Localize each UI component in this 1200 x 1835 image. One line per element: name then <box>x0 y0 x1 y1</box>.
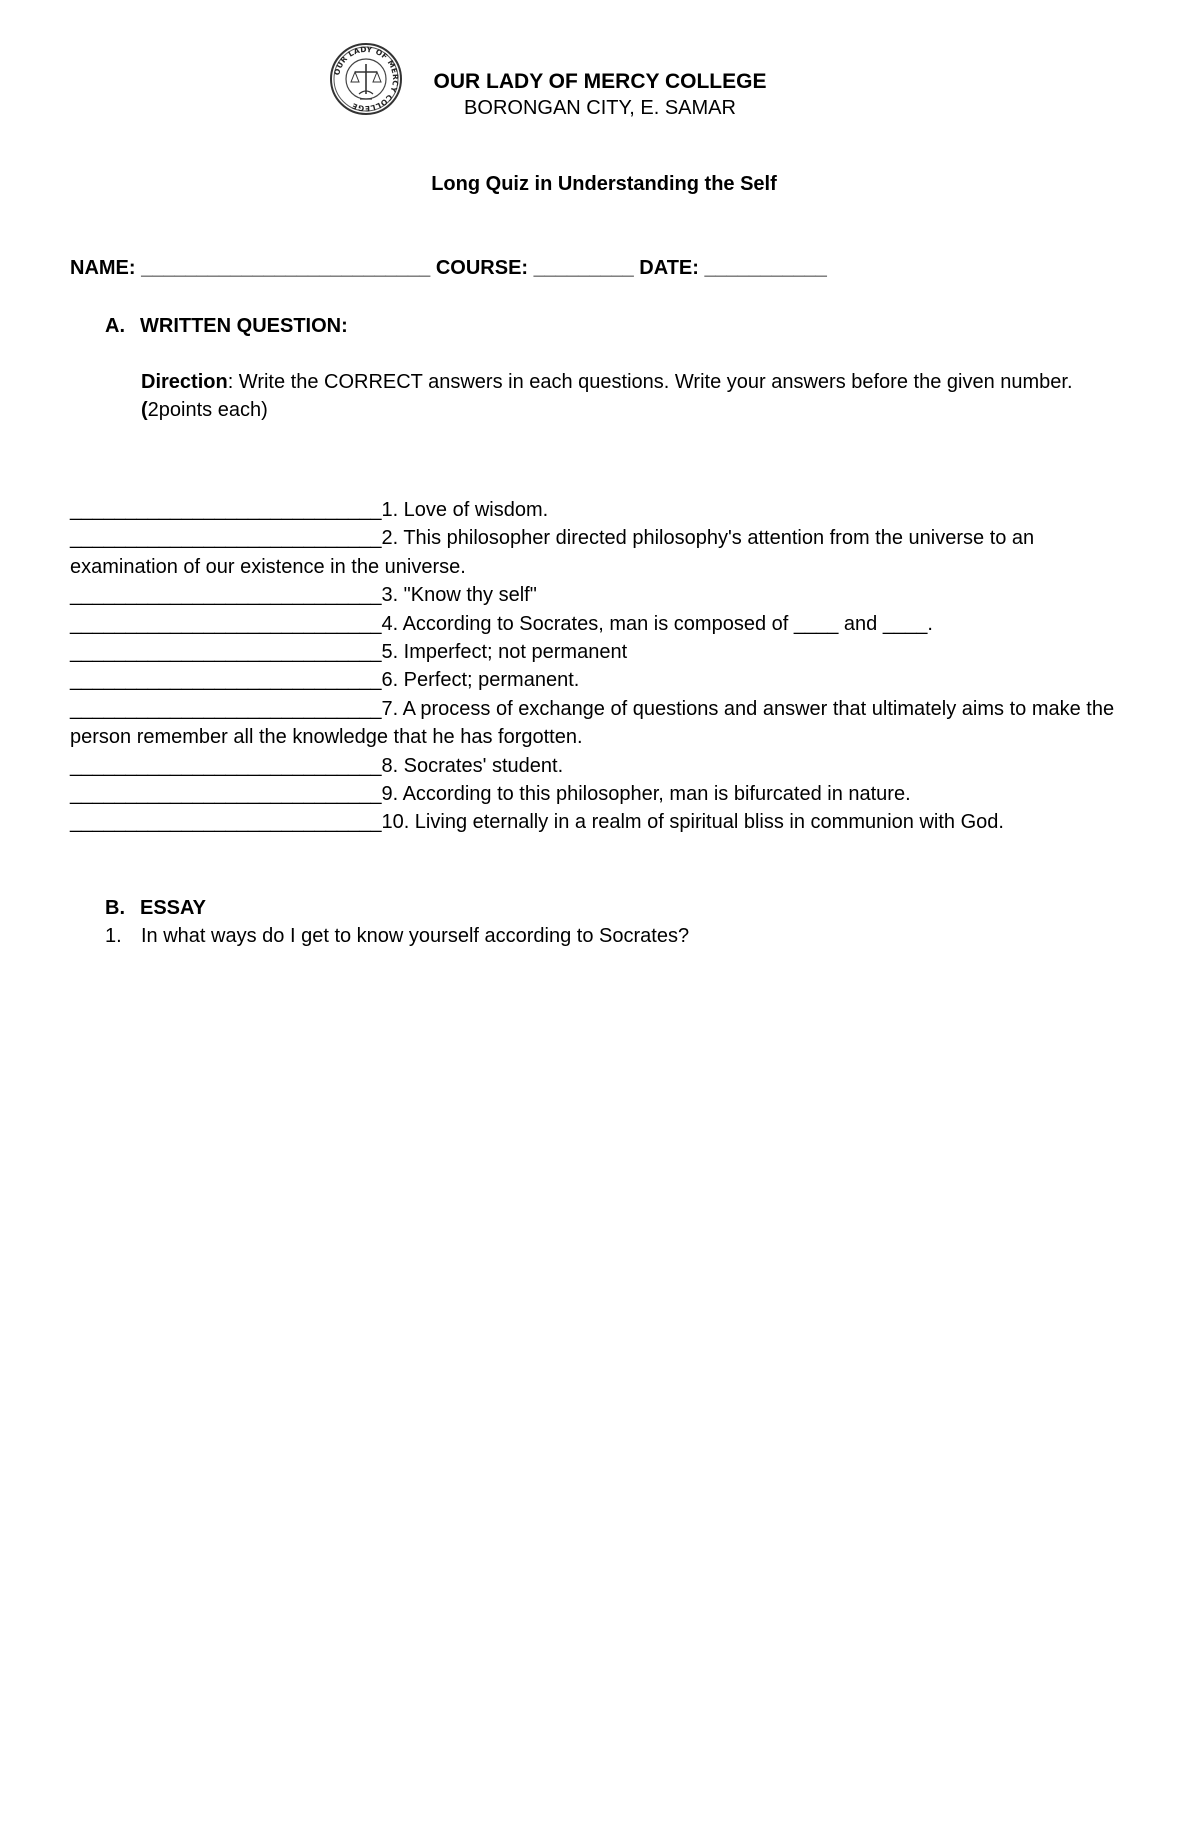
question-6: ____________________________6. Perfect; permanent. <box>70 669 580 692</box>
section-b-title: ESSAY <box>140 897 206 919</box>
seal-emblem-icon <box>329 42 403 116</box>
direction-text: : Write the CORRECT answers in each questions. Write your answers before the given number. <box>227 371 1073 393</box>
direction-points: 2points each) <box>147 399 268 421</box>
question-8: ____________________________8. Socrates' student. <box>70 754 564 777</box>
question-9: ____________________________9. According to this philosopher, man is bifurcated in nature. <box>70 783 911 806</box>
section-a-letter: A. <box>105 315 125 337</box>
question-2: ____________________________2. This philosopher directed philosophy's attention from the universe to an examination of our existence in the universe. <box>70 527 1035 578</box>
direction-paren: ( <box>141 399 148 421</box>
question-3: ____________________________3. "Know thy self" <box>70 584 537 607</box>
school-name: OUR LADY OF MERCY COLLEGE <box>433 70 767 93</box>
direction-label: Direction <box>141 371 228 393</box>
college-seal-logo <box>329 42 403 116</box>
question-7: ____________________________7. A process of exchange of questions and answer that ultimately aims to make the person remember all the knowledge that he has forgotten. <box>70 697 1115 749</box>
school-address: BORONGAN CITY, E. SAMAR <box>464 97 736 119</box>
quiz-title: Long Quiz in Understanding the Self <box>431 173 777 195</box>
svg-text:OUR LADY OF MERCY COLLEGE: OUR LADY OF MERCY COLLEGE <box>332 44 401 114</box>
question-1: ____________________________1. Love of wisdom. <box>70 499 549 521</box>
section-b-heading <box>105 896 206 920</box>
section-a-title: WRITTEN QUESTION: <box>140 315 348 337</box>
question-10: ____________________________10. Living eternally in a realm of spiritual bliss in communion with God. <box>70 811 1004 834</box>
question-5: ____________________________5. Imperfect; not permanent <box>70 641 628 664</box>
direction-paragraph <box>141 368 1091 424</box>
section-a-heading <box>105 314 348 338</box>
essay-item-text: In what ways do I get to know yourself according to Socrates? <box>141 925 690 947</box>
question-4: ____________________________4. According to Socrates, man is composed of ____ and ____. <box>70 612 933 635</box>
section-b-letter: B. <box>105 897 125 919</box>
question-list <box>70 496 1130 837</box>
name-course-date-line: NAME: __________________________ COURSE: _________ DATE: ___________ <box>70 257 827 279</box>
essay-question-1 <box>105 924 689 948</box>
essay-item-number: 1. <box>105 925 122 947</box>
